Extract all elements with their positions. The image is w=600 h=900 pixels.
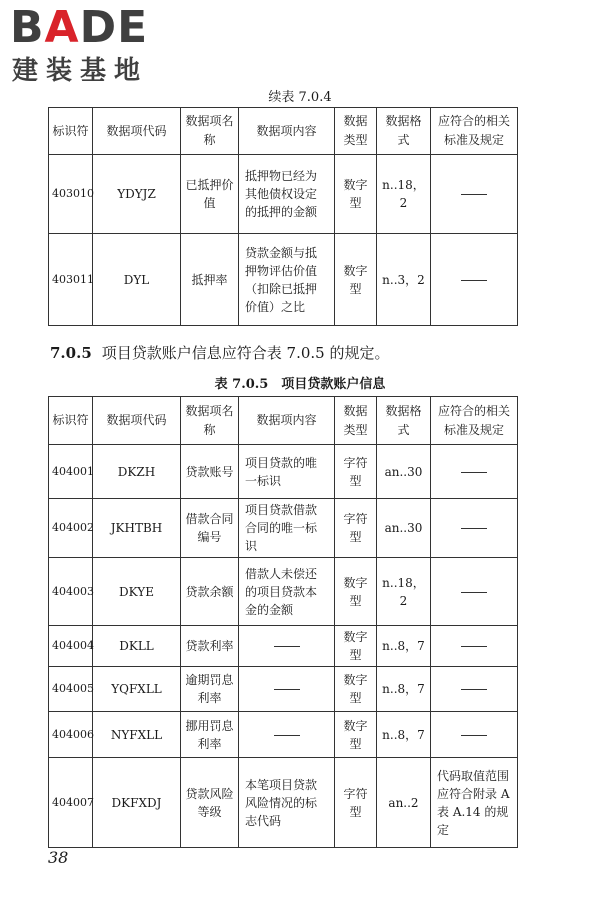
section-number: 7.0.5 [50, 344, 92, 362]
cell-name: 贷款余额 [181, 558, 239, 626]
cell-name: 已抵押价值 [181, 155, 239, 234]
cell-code: DKLL [93, 626, 181, 667]
cell-format: an..30 [377, 445, 431, 499]
cell-code: JKHTBH [93, 499, 181, 558]
cell-code: DKFXDJ [93, 758, 181, 848]
cell-content: 项目贷款的唯一标识 [239, 445, 335, 499]
cell-standard [431, 234, 518, 326]
table-row [49, 712, 518, 758]
table2-caption: 表 7.0.5 项目贷款账户信息 [214, 377, 386, 392]
cell-standard [431, 558, 518, 626]
header-standard: 应符合的相关标准及规定 [431, 108, 518, 155]
table-header-row [49, 108, 518, 155]
cell-code: DKYE [93, 558, 181, 626]
header-standard: 应符合的相关标准及规定 [431, 397, 518, 445]
dash-mark [461, 472, 487, 473]
cell-type: 数字型 [335, 234, 377, 326]
cell-format: an..2 [377, 758, 431, 848]
cell-standard [431, 445, 518, 499]
header-type: 数据类型 [335, 397, 377, 445]
table-7-0-4-continued [48, 107, 518, 326]
header-content: 数据项内容 [239, 108, 335, 155]
cell-name: 贷款利率 [181, 626, 239, 667]
cell-identifier: 404001 [49, 445, 93, 499]
section-paragraph [50, 342, 389, 363]
cell-identifier: 404002 [49, 499, 93, 558]
dash-mark [461, 528, 487, 529]
cell-type: 数字型 [335, 667, 377, 712]
dash-mark [461, 592, 487, 593]
cell-code: YQFXLL [93, 667, 181, 712]
cell-name: 逾期罚息利率 [181, 667, 239, 712]
cell-name: 借款合同编号 [181, 499, 239, 558]
cell-type: 数字型 [335, 155, 377, 234]
cell-content [239, 626, 335, 667]
cell-content [239, 712, 335, 758]
cell-type: 字符型 [335, 499, 377, 558]
cell-identifier: 403011 [49, 234, 93, 326]
logo-accent-letter: A [44, 2, 80, 53]
table-row [49, 155, 518, 234]
cell-type: 字符型 [335, 758, 377, 848]
cell-format: n..8，7 [377, 626, 431, 667]
cell-code: DYL [93, 234, 181, 326]
header-name: 数据项名称 [181, 108, 239, 155]
header-identifier: 标识符 [49, 108, 93, 155]
cell-format: n..8，7 [377, 712, 431, 758]
dash-mark [461, 194, 487, 195]
cell-code: YDYJZ [93, 155, 181, 234]
section-text: 项目贷款账户信息应符合表 7.0.5 的规定。 [101, 344, 390, 362]
cell-identifier: 403010 [49, 155, 93, 234]
cell-content: 借款人未偿还的项目贷款本金的金额 [239, 558, 335, 626]
cell-standard [431, 712, 518, 758]
header-name: 数据项名称 [181, 397, 239, 445]
cell-type: 数字型 [335, 712, 377, 758]
page-number: 38 [48, 848, 69, 867]
logo-subtitle: 建装基地 [12, 56, 149, 86]
table-row [49, 667, 518, 712]
cell-name: 贷款账号 [181, 445, 239, 499]
cell-code: NYFXLL [93, 712, 181, 758]
table-7-0-5 [48, 396, 518, 848]
header-format: 数据格式 [377, 397, 431, 445]
header-identifier: 标识符 [49, 397, 93, 445]
cell-type: 数字型 [335, 558, 377, 626]
cell-content: 抵押物已经为其他债权设定的抵押的金额 [239, 155, 335, 234]
cell-identifier: 404004 [49, 626, 93, 667]
cell-name: 挪用罚息利率 [181, 712, 239, 758]
dash-mark [274, 689, 300, 690]
cell-standard [431, 667, 518, 712]
table-row [49, 499, 518, 558]
header-code: 数据项代码 [93, 397, 181, 445]
logo [10, 2, 180, 88]
cell-identifier: 404006 [49, 712, 93, 758]
table-row [49, 445, 518, 499]
cell-type: 字符型 [335, 445, 377, 499]
dash-mark [461, 689, 487, 690]
cell-format: n..18，2 [377, 155, 431, 234]
cell-type: 数字型 [335, 626, 377, 667]
cell-identifier: 404003 [49, 558, 93, 626]
logo-wordmark [10, 2, 149, 53]
cell-standard [431, 626, 518, 667]
header-type: 数据类型 [335, 108, 377, 155]
cell-content: 本笔项目贷款风险情况的标志代码 [239, 758, 335, 848]
cell-content: 贷款金额与抵押物评估价值（扣除已抵押价值）之比 [239, 234, 335, 326]
cell-name: 抵押率 [181, 234, 239, 326]
cell-format: n..18，2 [377, 558, 431, 626]
dash-mark [461, 646, 487, 647]
cell-format: n..3，2 [377, 234, 431, 326]
dash-mark [274, 646, 300, 647]
cell-identifier: 404005 [49, 667, 93, 712]
cell-format: an..30 [377, 499, 431, 558]
table-row [49, 558, 518, 626]
table-row [49, 626, 518, 667]
dash-mark [461, 280, 487, 281]
cell-content: 项目贷款借款合同的唯一标识 [239, 499, 335, 558]
table-header-row [49, 397, 518, 445]
table1-caption: 续表 7.0.4 [268, 90, 332, 105]
dash-mark [274, 735, 300, 736]
cell-standard [431, 155, 518, 234]
dash-mark [461, 735, 487, 736]
cell-content [239, 667, 335, 712]
header-code: 数据项代码 [93, 108, 181, 155]
table-row [49, 758, 518, 848]
logo-letters-end: DE [79, 2, 149, 53]
header-format: 数据格式 [377, 108, 431, 155]
header-content: 数据项内容 [239, 397, 335, 445]
cell-identifier: 404007 [49, 758, 93, 848]
logo-letters: B [10, 2, 45, 53]
cell-name: 贷款风险等级 [181, 758, 239, 848]
table-row [49, 234, 518, 326]
cell-standard [431, 499, 518, 558]
cell-format: n..8，7 [377, 667, 431, 712]
cell-code: DKZH [93, 445, 181, 499]
cell-standard: 代码取值范围应符合附录 A 表 A.14 的规定 [431, 758, 518, 848]
